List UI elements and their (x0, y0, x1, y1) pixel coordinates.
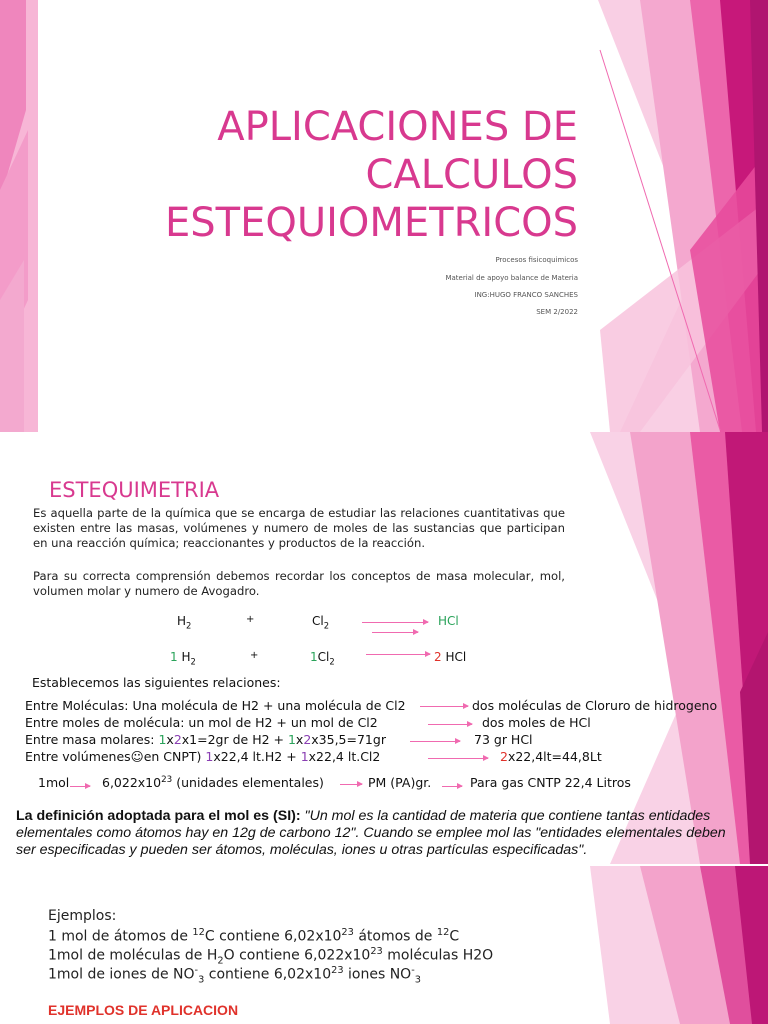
coefficient: 1 (287, 732, 296, 747)
h2-mass: x1=2gr de H2 + (181, 732, 288, 747)
relation-label: Entre masa molares: (25, 732, 159, 747)
mass-number: 12 (436, 927, 450, 938)
relation-molecules-result: dos moléculas de Cloruro de hidrogeno (472, 698, 718, 713)
mol-relations (0, 772, 640, 796)
operator: x (295, 732, 304, 747)
reactant-h: H (177, 614, 187, 628)
text: O contiene 6,022x10 (223, 947, 371, 964)
text: 1 mol de átomos de (48, 928, 193, 945)
examples-header: Ejemplos: (48, 908, 117, 924)
reaction-arrow (362, 622, 428, 623)
subtitle-author: ING:HUGO FRANCO SANCHES (474, 291, 578, 299)
definition-text: "Un mol es la cantidad de materia que contiene tantas entidades elementales como átomos hay en 12g de carbono 12". Cuando se emplee mol las "entidades elementales deben ser especificadas y pueden ser átomos, moléculas, iones u otras partículas especificadas". (16, 808, 726, 858)
text: iones NO (343, 966, 412, 983)
atom-count: 2 (173, 732, 182, 747)
elementary-units: (unidades elementales) (176, 775, 324, 791)
reactant-h: H (181, 650, 191, 664)
relation-moles-result: dos moles de HCl (482, 715, 591, 730)
example-carbon (48, 927, 459, 945)
slide-decoration (0, 866, 768, 1024)
relation-label: Entre volúmenes☺en CNPT) (25, 749, 206, 764)
text: 1mol de iones de NO (48, 966, 195, 983)
gas-volume: Para gas CNTP 22,4 Litros (470, 775, 631, 790)
reactant-cl-subscript: 2 (329, 656, 335, 667)
mol-arrow (340, 784, 362, 785)
exponent: 23 (341, 927, 354, 938)
reaction-arrow (366, 654, 430, 655)
reactant-cl: Cl (317, 650, 330, 664)
text: contiene 6,02x10 (204, 966, 332, 983)
mol-arrow (442, 786, 462, 787)
subtitle-semester: SEM 2/2022 (536, 308, 578, 316)
relation-moles: Entre moles de molécula: un mol de H2 + un mol de Cl2 (25, 715, 378, 730)
subscript: 3 (414, 974, 421, 986)
molar-mass: PM (PA)gr. (368, 775, 432, 790)
exponent: 23 (370, 946, 383, 957)
concepts-paragraph: Para su correcta comprensión debemos recordar los conceptos de masa molecular, mol, volumen molar y numero de Avogadro. (33, 569, 565, 598)
relation-arrow (428, 724, 472, 725)
coefficient: 1 (158, 732, 167, 747)
operator: x (166, 732, 174, 747)
reactant-h-subscript: 2 (186, 620, 192, 631)
relations-intro: Establecemos las siguientes relaciones: (32, 675, 281, 690)
avogadro-number: 6,022x10 (102, 775, 162, 791)
atom-count: 2 (303, 732, 312, 747)
subtitle-material: Material de apoyo balance de Materia (445, 274, 578, 282)
coefficient-hcl: 2 (434, 650, 442, 664)
text: C (449, 928, 460, 945)
example-water (48, 946, 493, 966)
h2-volume: x22,4 lt.H2 + (213, 749, 301, 764)
equation-unbalanced (0, 612, 600, 642)
example-nitrate (48, 965, 421, 985)
coefficient: 1 (205, 749, 214, 764)
relation-volumes (25, 749, 380, 764)
title-line-2: CALCULOS (365, 152, 578, 198)
examples-slide (0, 866, 768, 1024)
subscript: 3 (198, 974, 205, 986)
mass-number: 12 (192, 927, 205, 938)
section-title: ESTEQUIMETRIA (49, 478, 220, 502)
cl2-mass: x35,5=71gr (311, 732, 386, 747)
product-hcl: HCl (445, 650, 467, 664)
reaction-arrow-secondary (372, 632, 418, 633)
definition-heading: La definición adoptada para el mol es (SI): (16, 808, 305, 824)
relation-molecules: Entre Moléculas: Una molécula de H2 + una molécula de Cl2 (25, 698, 406, 713)
avogadro-exponent: 23 (161, 775, 173, 785)
cl2-volume: x22,4 lt.Cl2 (308, 749, 381, 764)
reactant-h-subscript: 2 (190, 656, 196, 667)
subscript: 2 (217, 955, 224, 967)
exponent: 23 (331, 965, 344, 976)
stoichiometry-slide (0, 432, 768, 864)
charge: - (194, 965, 199, 976)
text: moléculas H2O (382, 947, 494, 964)
product-hcl: HCl (438, 614, 459, 628)
title-line-3: ESTEQUIOMETRICOS (164, 200, 578, 246)
relation-arrow (420, 706, 468, 707)
relation-molar-mass-result: 73 gr HCl (474, 732, 533, 747)
plus-sign: + (250, 650, 259, 661)
charge: - (411, 965, 415, 976)
mol-definition (16, 808, 742, 859)
coefficient: 1 (300, 749, 309, 764)
relation-arrow (410, 741, 460, 742)
title-line-1: APLICACIONES DE (217, 104, 578, 150)
mol-arrow (70, 786, 90, 787)
text: átomos de (353, 928, 437, 945)
plus-sign: + (246, 614, 255, 625)
coefficient: 2 (500, 749, 508, 764)
relation-arrow (428, 758, 488, 759)
equation-balanced (0, 648, 600, 678)
text: C contiene 6,02x10 (204, 928, 342, 945)
mol-label: 1mol (38, 775, 70, 790)
coefficient-cl2: 1 (310, 650, 318, 664)
text: 1mol de moléculas de H (48, 947, 218, 964)
title-slide (0, 0, 768, 432)
subtitle-course: Procesos fisicoquimicos (495, 256, 578, 264)
relation-volumes-result (500, 749, 602, 764)
application-examples-heading: EJEMPLOS DE APLICACION (48, 1002, 239, 1018)
reactant-cl: Cl (312, 614, 324, 628)
coefficient-h2: 1 (170, 650, 178, 664)
definition-paragraph: Es aquella parte de la química que se encarga de estudiar las relaciones cuantitativas que existen entre las masas, volúmenes y numero de moles de las sustancias que participan en una reacción química; reaccionantes y productos de la reacción. (33, 506, 565, 550)
reactant-cl-subscript: 2 (323, 620, 330, 631)
total-volume: x22,4lt=44,8Lt (507, 749, 602, 764)
relation-molar-mass (25, 732, 386, 747)
